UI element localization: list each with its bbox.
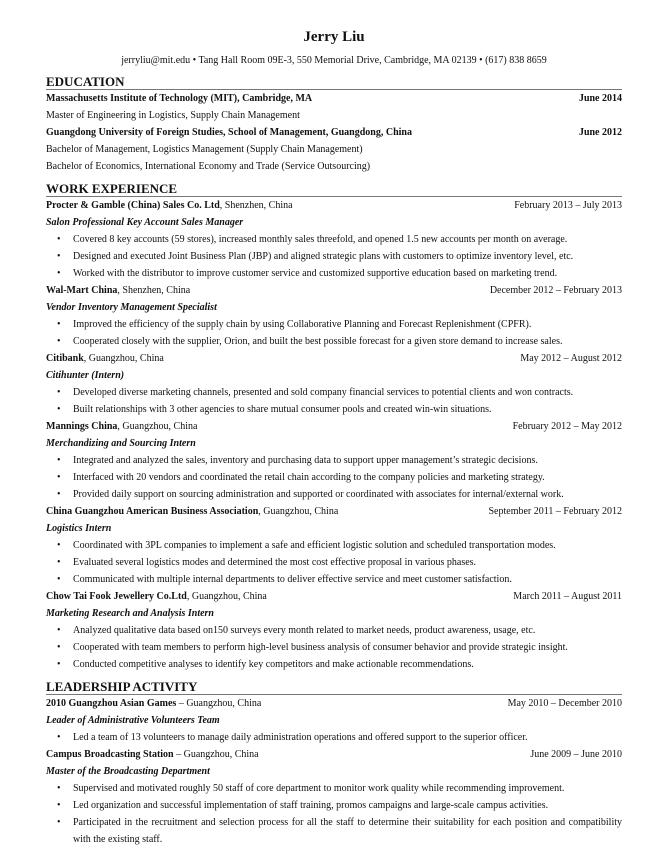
activity-name: 2010 Guangzhou Asian Games bbox=[46, 698, 177, 709]
job-title: Vendor Inventory Management Specialist bbox=[46, 302, 217, 313]
activity-role: Master of the Broadcasting Department bbox=[46, 766, 210, 777]
list-item: • Covered 8 key accounts (59 stores), increased monthly sales threefold, and opened 1.5 new accounts per month on average. bbox=[46, 231, 622, 248]
degree-line: Master of Engineering in Logistics, Supply Chain Management bbox=[46, 110, 300, 121]
job-bullets bbox=[46, 452, 622, 503]
list-item: • Developed diverse marketing channels, presented and sold company financial services to potential clients and won contracts. bbox=[46, 384, 622, 401]
job-date: February 2012 – May 2012 bbox=[512, 421, 622, 432]
job-date: February 2013 – July 2013 bbox=[514, 200, 622, 211]
job-row bbox=[46, 197, 622, 214]
activity-role: Leader of Administrative Volunteers Team bbox=[46, 715, 220, 726]
school-date: June 2012 bbox=[578, 127, 622, 138]
employer-location: , Guangzhou, China bbox=[117, 421, 198, 432]
job-bullets bbox=[46, 622, 622, 673]
activity-bullets bbox=[46, 780, 622, 848]
list-item: • Cooperated with team members to perform high-level business analysis of consumer behavior and provide strategic insight. bbox=[46, 639, 622, 656]
resume-page bbox=[46, 28, 622, 848]
employer-name: Procter & Gamble (China) Sales Co. Ltd bbox=[46, 200, 220, 211]
list-item: • Led organization and successful implementation of staff training, promos campaigns and large-scale campus activities. bbox=[46, 797, 622, 814]
employer-location: , Guangzhou, China bbox=[83, 353, 164, 364]
school-row bbox=[46, 124, 622, 141]
activity-date: June 2009 – June 2010 bbox=[530, 749, 622, 760]
job-date: March 2011 – August 2011 bbox=[513, 591, 622, 602]
list-item: • Interfaced with 20 vendors and coordinated the retail chain according to the company policies and marketing strategy. bbox=[46, 469, 622, 486]
education-section bbox=[46, 90, 622, 175]
activity-name: Campus Broadcasting Station bbox=[46, 749, 174, 760]
list-item: • Integrated and analyzed the sales, inventory and purchasing data to support upper management’s strategic decisions. bbox=[46, 452, 622, 469]
employer-location: , Shenzhen, China bbox=[219, 200, 293, 211]
work-section bbox=[46, 197, 622, 673]
contact-line: jerryliu@mit.edu • Tang Hall Room 09E-3, 550 Memorial Drive, Cambridge, MA 02139 • (617) 838 8659 bbox=[121, 55, 547, 66]
list-item: • Conducted competitive analyses to identify key competitors and make actionable recommendations. bbox=[46, 656, 622, 673]
job-row bbox=[46, 503, 622, 520]
work-heading: WORK EXPERIENCE bbox=[46, 181, 622, 197]
degree-line: Bachelor of Economics, International Economy and Trade (Service Outsourcing) bbox=[46, 161, 371, 172]
job-bullets bbox=[46, 384, 622, 418]
school-name: Massachusetts Institute of Technology (MIT), Cambridge, MA bbox=[46, 93, 313, 104]
job-row bbox=[46, 588, 622, 605]
activity-date: May 2010 – December 2010 bbox=[507, 698, 622, 709]
degree-line: Bachelor of Management, Logistics Management (Supply Chain Management) bbox=[46, 144, 363, 155]
job-row bbox=[46, 418, 622, 435]
job-title: Logistics Intern bbox=[46, 523, 112, 534]
list-item: • Communicated with multiple internal departments to deliver effective service and meet customer satisfaction. bbox=[46, 571, 622, 588]
list-item: • Evaluated several logistics modes and determined the most cost effective proposal in various phases. bbox=[46, 554, 622, 571]
leadership-section bbox=[46, 695, 622, 848]
activity-bullets bbox=[46, 729, 622, 746]
candidate-name: Jerry Liu bbox=[303, 29, 365, 45]
employer-location: , Guangzhou, China bbox=[186, 591, 267, 602]
list-item: • Supervised and motivated roughly 50 staff of core department to monitor work quality while recommending improvement. bbox=[46, 780, 622, 797]
job-title: Citihunter (Intern) bbox=[46, 370, 125, 381]
employer-location: , Guangzhou, China bbox=[258, 506, 339, 517]
job-date: May 2012 – August 2012 bbox=[520, 353, 622, 364]
job-title: Merchandizing and Sourcing Intern bbox=[46, 438, 196, 449]
list-item: • Analyzed qualitative data based on150 surveys every month related to market needs, product awareness, usage, etc. bbox=[46, 622, 622, 639]
list-item: • Worked with the distributor to improve customer service and customized supportive education based on marketing trend. bbox=[46, 265, 622, 282]
employer-name: Citibank bbox=[46, 353, 84, 364]
employer-name: Chow Tai Fook Jewellery Co.Ltd bbox=[46, 591, 187, 602]
list-item: • Improved the efficiency of the supply chain by using Collaborative Planning and Forecast Replenishment (CPFR). bbox=[46, 316, 622, 333]
activity-location: – Guangzhou, China bbox=[176, 698, 262, 709]
employer-name: China Guangzhou American Business Association bbox=[46, 506, 259, 517]
leadership-heading: LEADERSHIP ACTIVITY bbox=[46, 679, 622, 695]
list-item: • Built relationships with 3 other agencies to share mutual consumer pools and created win-win situations. bbox=[46, 401, 622, 418]
employer-name: Wal-Mart China bbox=[46, 285, 118, 296]
job-title: Marketing Research and Analysis Intern bbox=[46, 608, 214, 619]
job-row bbox=[46, 282, 622, 299]
school-date: June 2014 bbox=[578, 93, 622, 104]
employer-location: , Shenzhen, China bbox=[117, 285, 191, 296]
list-item: • Provided daily support on sourcing administration and supported or coordinated with associates for internal/external work. bbox=[46, 486, 622, 503]
job-bullets bbox=[46, 537, 622, 588]
school-row bbox=[46, 90, 622, 107]
school-name: Guangdong University of Foreign Studies, School of Management, Guangdong, China bbox=[46, 127, 412, 138]
job-bullets bbox=[46, 316, 622, 350]
education-heading: EDUCATION bbox=[46, 74, 622, 90]
list-item: • Participated in the recruitment and selection process for all the staff to determine their suitability for each position and compatibility with the existing staff. bbox=[46, 814, 622, 848]
list-item: • Coordinated with 3PL companies to implement a safe and efficient logistic solution and scheduled transportation modes. bbox=[46, 537, 622, 554]
job-date: December 2012 – February 2013 bbox=[489, 285, 622, 296]
job-bullets bbox=[46, 231, 622, 282]
list-item: • Led a team of 13 volunteers to manage daily administration operations and offered support to the superior officer. bbox=[46, 729, 622, 746]
activity-row bbox=[46, 695, 622, 712]
employer-name: Mannings China bbox=[46, 421, 118, 432]
list-item: • Cooperated closely with the supplier, Orion, and built the best possible forecast for a given store demand to increase sales. bbox=[46, 333, 622, 350]
activity-location: – Guangzhou, China bbox=[173, 749, 259, 760]
activity-row bbox=[46, 746, 622, 763]
job-date: September 2011 – February 2012 bbox=[488, 506, 622, 517]
job-title: Salon Professional Key Account Sales Manager bbox=[46, 217, 244, 228]
job-row bbox=[46, 350, 622, 367]
list-item: • Designed and executed Joint Business Plan (JBP) and aligned strategic plans with customers to optimize inventory level, etc. bbox=[46, 248, 622, 265]
